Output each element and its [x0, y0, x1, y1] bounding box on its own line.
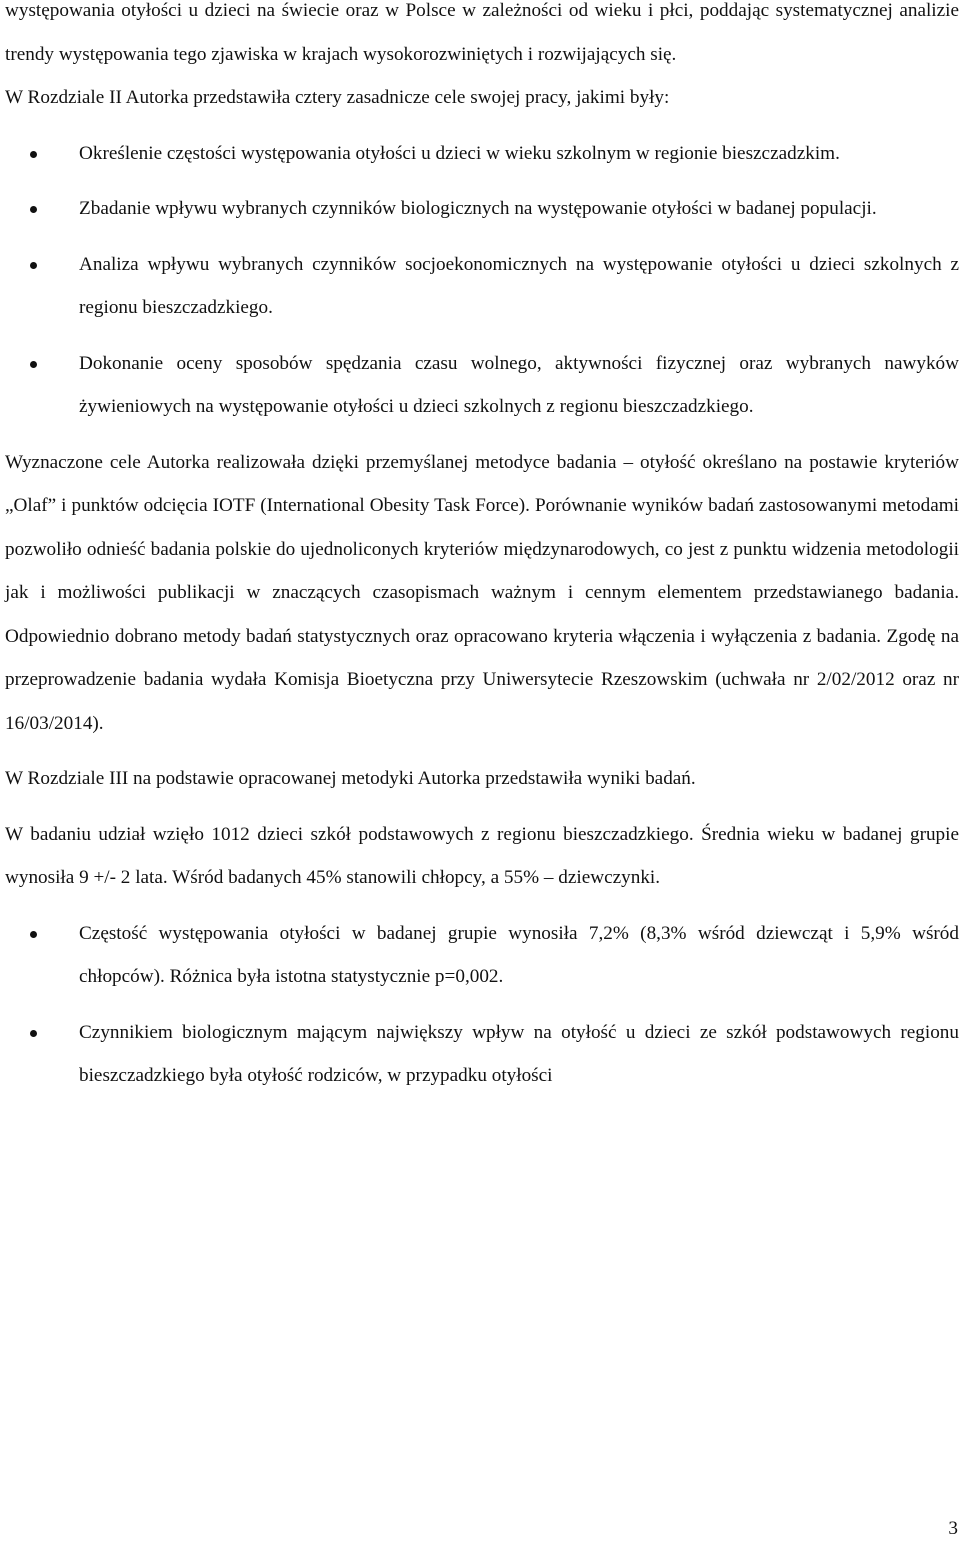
- paragraph-chapter-2: W Rozdziale II Autorka przedstawiła cztery zasadnicze cele swojej pracy, jakimi były:: [5, 87, 670, 108]
- list-item-text: Zbadanie wpływu wybranych czynników biologicznych na występowanie otyłości w badanej populacji.: [79, 198, 877, 219]
- paragraph-intro-continuation: występowania otyłości u dzieci na świecie oraz w Polsce w zależności od wieku i płci, poddając systematycznej analizie trendy występowania tego zjawiska w krajach wysokorozwiniętych i rozwijających się.: [5, 0, 959, 65]
- list-item: [5, 187, 959, 231]
- paragraph-chapter-3: W Rozdziale III na podstawie opracowanej metodyki Autorka przedstawiła wyniki badań.: [5, 768, 696, 789]
- page-number: 3: [948, 1518, 958, 1539]
- document-page: [5, 0, 959, 1098]
- goals-list: [5, 132, 959, 429]
- bullet-icon: [30, 1011, 37, 1055]
- bullet-icon: [30, 243, 37, 287]
- list-item: [5, 912, 959, 999]
- list-item-text: Dokonanie oceny sposobów spędzania czasu wolnego, aktywności fizycznej oraz wybranych nawyków żywieniowych na występowanie otyłości u dzieci szkolnych z regionu bieszczadzkiego.: [79, 352, 959, 417]
- paragraph-study-group: W badaniu udział wzięło 1012 dzieci szkół podstawowych z regionu bieszczadzkiego. Średnia wieku w badanej grupie wynosiła 9 +/- 2 lata. Wśród badanych 45% stanowili chłopcy, a 55% – dziewczynki.: [5, 823, 959, 888]
- list-item: [5, 243, 959, 330]
- results-list: [5, 912, 959, 1098]
- list-item: [5, 342, 959, 429]
- bullet-icon: [30, 342, 37, 386]
- bullet-icon: [30, 912, 37, 956]
- paragraph-methodology: Wyznaczone cele Autorka realizowała dzięki przemyślanej metodyce badania – otyłość określano na postawie kryteriów „Olaf” i punktów odcięcia IOTF (International Obesity Task Force). Porównanie wyników badań zastosowanymi metodami pozwoliło odnieść badania polskie do ujednoliconych kryteriów międzynarodowych, co jest z punktu widzenia metodologii jak i możliwości publikacji w znaczących czasopismach ważnym i cennym elementem przedstawianego badania. Odpowiednio dobrano metody badań statystycznych oraz opracowano kryteria włączenia i wyłączenia z badania. Zgodę na przeprowadzenie badania wydała Komisja Bioetyczna przy Uniwersytecie Rzeszowskim (uchwała nr 2/02/2012 oraz nr 16/03/2014).: [5, 451, 959, 734]
- list-item: [5, 132, 959, 176]
- list-item-text: Analiza wpływu wybranych czynników socjoekonomicznych na występowanie otyłości u dzieci szkolnych z regionu bieszczadzkiego.: [79, 253, 959, 318]
- bullet-icon: [30, 187, 37, 231]
- bullet-icon: [30, 132, 37, 176]
- list-item-text: Określenie częstości występowania otyłości u dzieci w wieku szkolnym w regionie bieszczadzkim.: [79, 142, 840, 164]
- list-item-text: Czynnikiem biologicznym mającym największy wpływ na otyłość u dzieci ze szkół podstawowych regionu bieszczadzkiego była otyłość rodziców, w przypadku otyłości: [79, 1021, 959, 1086]
- list-item: [5, 1011, 959, 1098]
- list-item-text: Częstość występowania otyłości w badanej grupie wynosiła 7,2% (8,3% wśród dziewcząt i 5,9% wśród chłopców). Różnica była istotna statystycznie p=0,002.: [79, 922, 959, 987]
